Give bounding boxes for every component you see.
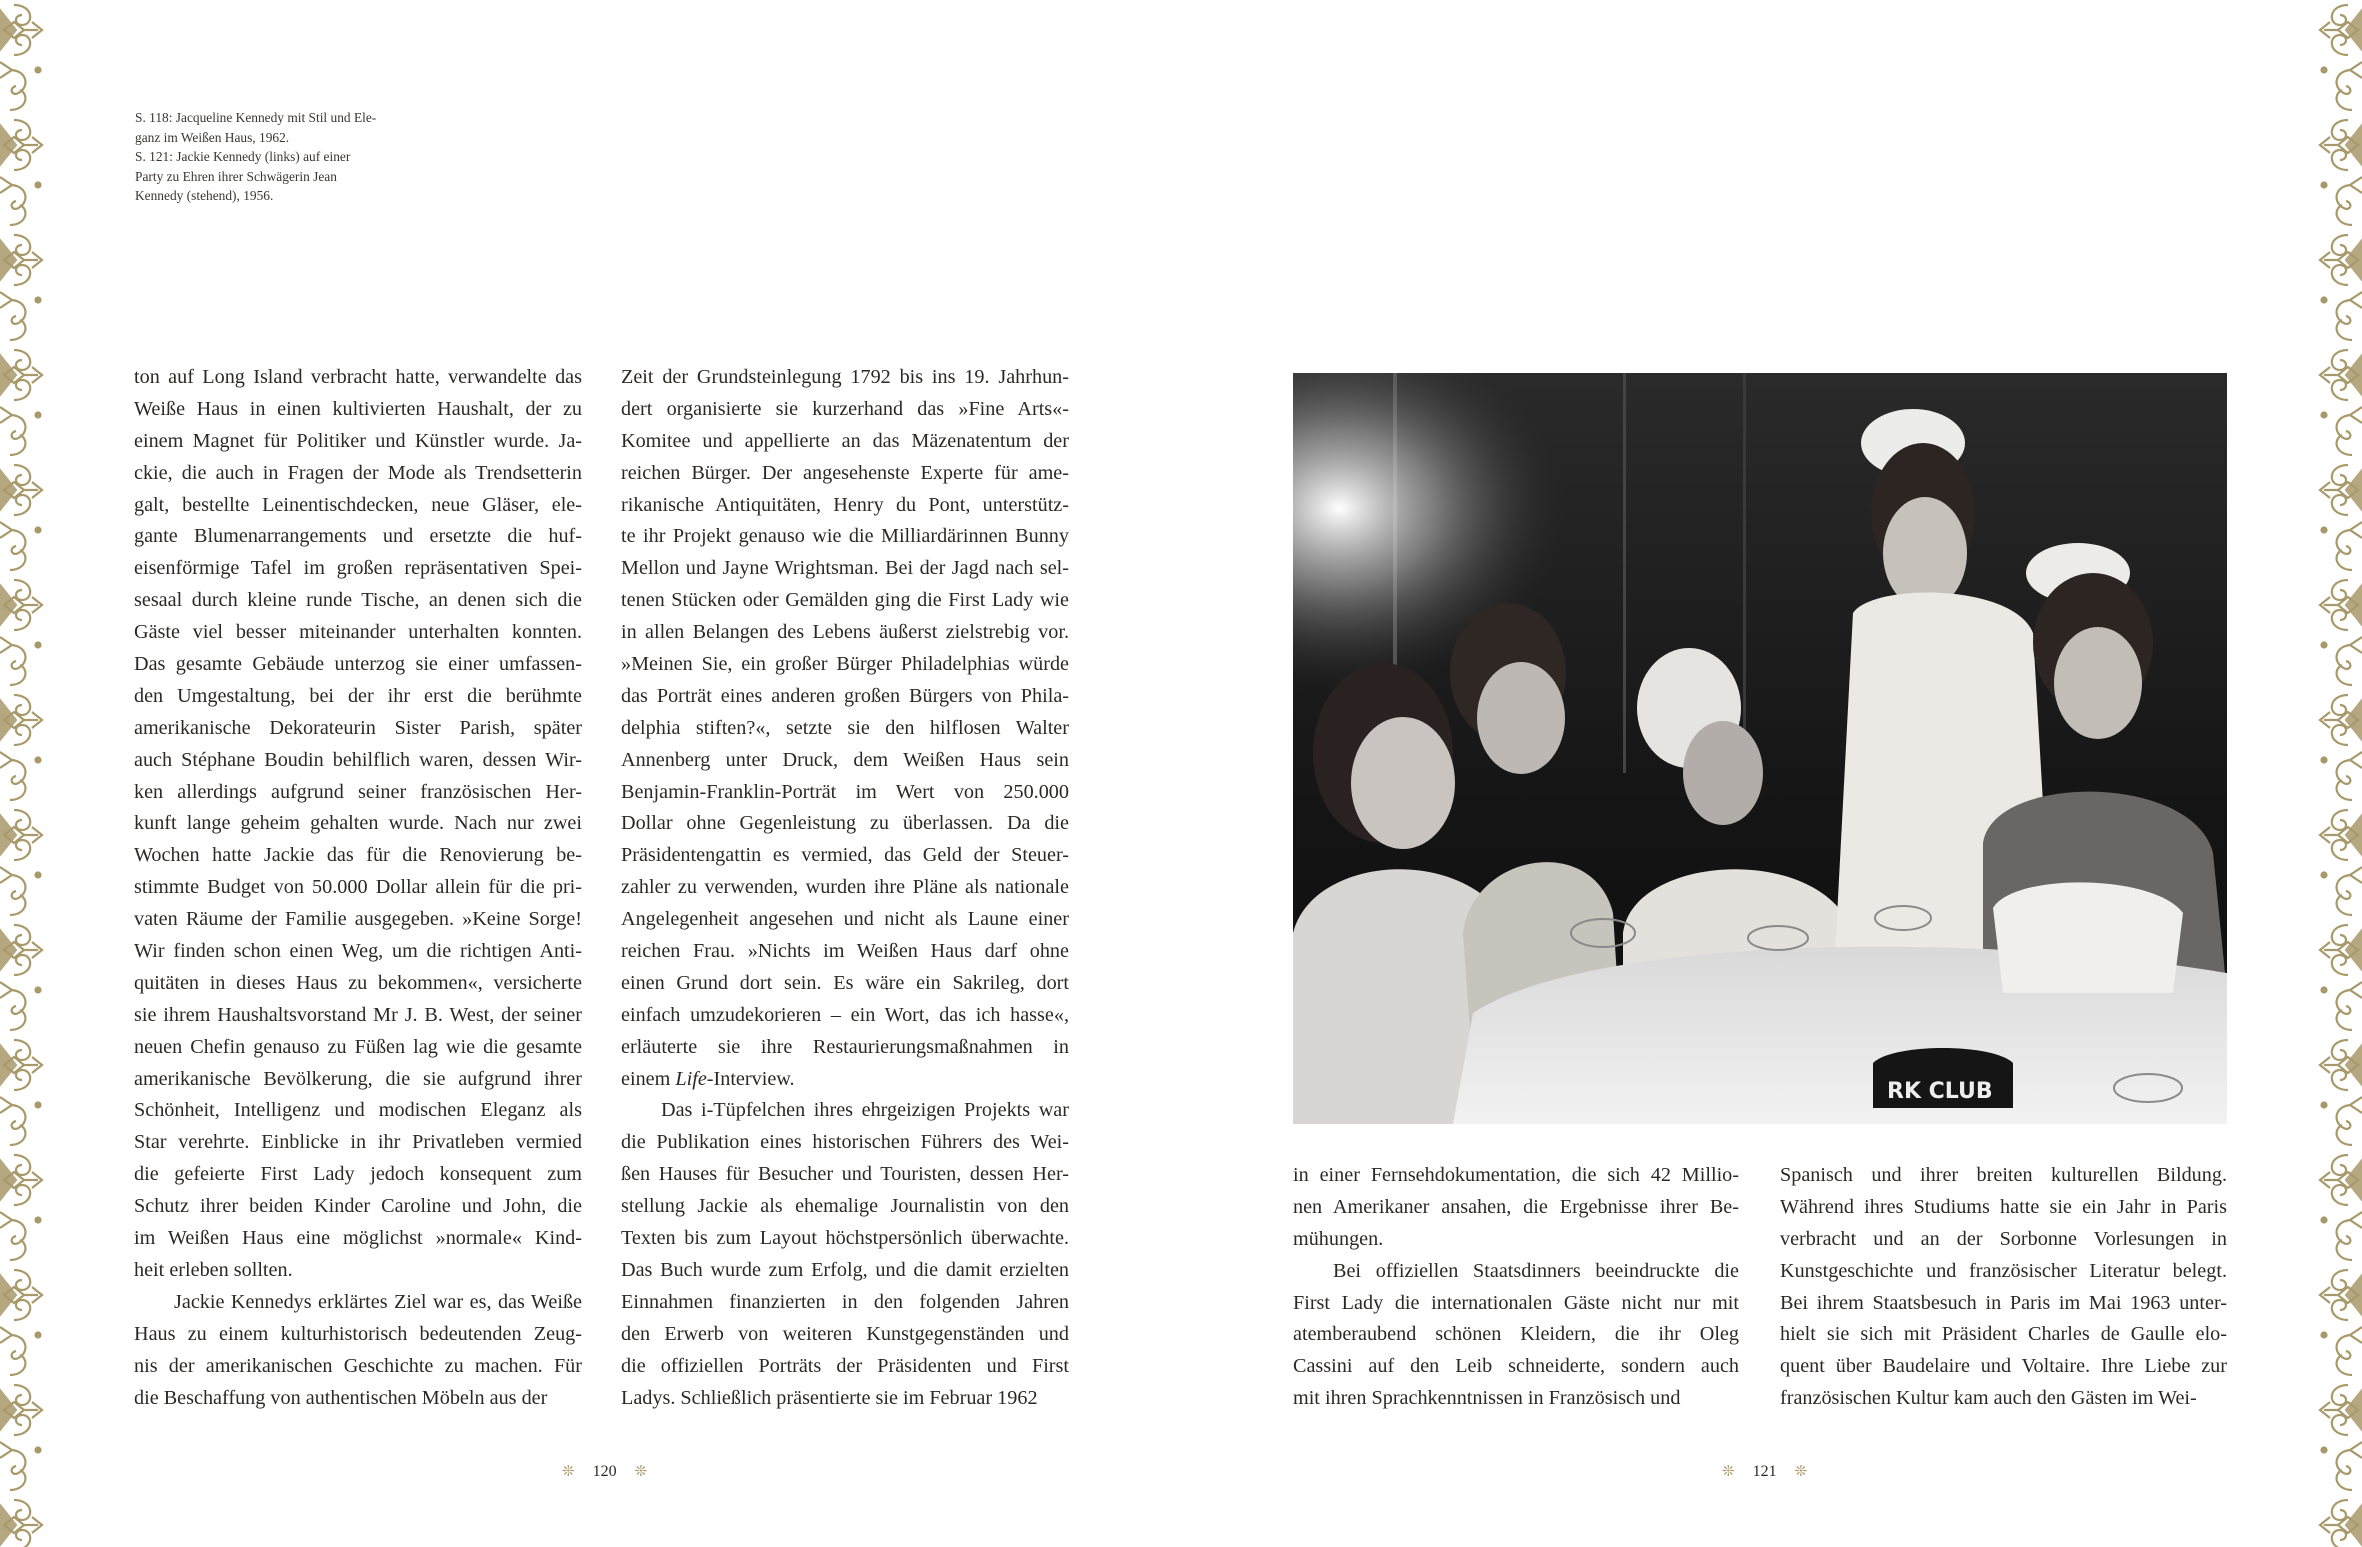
text-line: Schönheit, Intelligenz und modischen Eleganz als [134,1099,582,1122]
text-fragment: -Interview. [706,1067,795,1090]
page-number: 121 [1752,1462,1777,1480]
text-line: Zeit der Grundsteinlegung 1792 bis ins 19. Jahrhun- [621,366,1069,388]
text-line: ckie, die auch in Fragen der Mode als Trendsetterin [134,461,582,484]
text-line: delphia stiften?«, setzte sie den hilflosen Walter [621,716,1069,739]
text-line: quent über Baudelaire und Voltaire. Ihre Liebe zur [1780,1355,2227,1378]
text-line: Spanisch und ihrer breiten kulturellen Bildung. [1780,1164,2227,1186]
text-line: Während ihres Studiums hatte sie ein Jahr in Paris [1780,1195,2227,1218]
text-line: einfach umzudekorieren – ein Wort, das ich hasse«, [621,1003,1069,1026]
text-line: quitäten in dieses Haus zu bekommen«, versicherte [134,971,582,994]
text-line: französischen Kultur kam auch den Gästen im Wei- [1780,1387,2197,1410]
text-line: Benjamin-Franklin-Porträt im Wert von 250.000 [621,780,1069,803]
page-number: 120 [592,1462,617,1480]
caption-line: Kennedy (stehend), 1956. [135,188,274,204]
text-line: mühungen. [1293,1227,1384,1250]
text-line: Das i-Tüpfelchen ihres ehrgeizigen Projekts war [661,1099,1069,1122]
text-line: Komitee und appellierte an das Mäzenatentum der [621,429,1069,452]
text-line: amerikanische Bevölkerung, die sie aufgrund ihrer [134,1067,582,1090]
text-line: dert organisierte sie kurzerhand das »Fine Arts«- [621,397,1069,420]
caption-line: Party zu Ehren ihrer Schwägerin Jean [135,168,337,184]
ornamental-border-left [0,0,50,1547]
page-number-right [1722,1462,1807,1481]
text-line: in einer Fernsehdokumentation, die sich 42 Millio- [1293,1164,1739,1186]
text-line: Haus zu einem kulturhistorisch bedeutenden Zeug- [134,1322,582,1345]
text-line: neuen Chefin genauso zu Füßen lag wie die gesamte [134,1035,582,1058]
right-page-column-1 [1293,1160,1739,1415]
photo-caption [135,108,435,206]
text-line: gante Blumenarrangements und ersetzte die huf- [134,525,582,548]
text-line: ßen Hauses für Besucher und Touristen, dessen Her- [621,1163,1069,1186]
text-line: das Porträt eines anderen großen Bürgers von Phila- [621,684,1069,707]
ornamental-border-right [2312,0,2362,1547]
folio-ornament-icon: ❊ [1794,1464,1808,1480]
text-line: nen Amerikaner ansahen, die Ergebnisse ihrer Be- [1293,1195,1739,1218]
text-line: Annenberg unter Druck, dem Weißen Haus sein [621,748,1069,771]
text-line: Jackie Kennedys erklärtes Ziel war es, das Weiße [174,1290,582,1313]
magazine-title: Life [675,1067,707,1090]
text-line: die Beschaffung von authentischen Möbeln aus der [134,1386,548,1409]
photo-sign-text: RK CLUB [1887,1079,1993,1104]
text-line: vaten Räume der Familie ausgegeben. »Keine Sorge! [134,908,582,931]
text-line: auch Stéphane Boudin behilflich waren, dessen Wir- [134,748,582,771]
text-line: zahler zu verwenden, wurden ihre Pläne als nationale [621,876,1069,899]
text-line: reichen Bürger. Der angesehenste Experte für ame- [621,461,1069,484]
text-line: stimmte Budget von 50.000 Dollar allein für die pri- [134,876,582,899]
text-line: die offiziellen Porträts der Präsidenten und First [621,1354,1069,1377]
text-line: atemberaubend schönen Kleidern, die ihr Oleg [1293,1323,1739,1346]
text-line: Mellon und Jayne Wrightsman. Bei der Jagd nach sel- [621,557,1069,580]
folio-ornament-icon: ❊ [634,1464,648,1480]
text-line: Das Buch wurde zum Erfolg, und die damit erzielten [621,1258,1069,1281]
text-line: galt, bestellte Leinentischdecken, neue Gläser, ele- [134,493,582,516]
text-line: Präsidentengattin es vermied, das Geld der Steuer- [621,844,1069,867]
text-line: te ihr Projekt genauso wie die Milliardärinnen Bunny [621,525,1069,548]
text-line: Weiße Haus in einen kultivierten Haushalt, der zu [134,397,582,420]
text-line: sesaal durch kleine runde Tische, an denen sich die [134,589,582,612]
right-page-column-2 [1780,1160,2227,1415]
text-line: die Publikation eines historischen Führers des Wei- [621,1131,1069,1154]
left-page-column-2 [621,362,1069,1414]
caption-line: S. 121: Jackie Kennedy (links) auf einer [135,149,351,165]
text-line: Bei offiziellen Staatsdinners beeindruckte die [1333,1259,1739,1282]
text-line: reichen Frau. »Nichts im Weißen Haus darf ohne [621,940,1069,963]
text-line: ken allerdings aufgrund seiner französischen Her- [134,780,582,803]
text-line: Schutz ihrer beiden Kinder Caroline und John, die [134,1195,582,1218]
text-line: Wochen hatte Jackie das für die Renovierung be- [134,844,582,867]
text-line: nis der amerikanischen Geschichte zu machen. Für [134,1354,582,1377]
folio-ornament-icon: ❊ [562,1464,575,1480]
text-line: hielt sie sich mit Präsident Charles de Gaulle elo- [1780,1323,2227,1346]
text-line: Kunstgeschichte und französischer Literatur belegt. [1780,1259,2227,1282]
text-line: ton auf Long Island verbracht hatte, verwandelte das [134,366,582,388]
caption-line: ganz im Weißen Haus, 1962. [135,129,290,145]
text-line: Bei ihrem Staatsbesuch in Paris im Mai 1963 unter- [1780,1291,2227,1314]
text-line: tenen Stücken oder Gemälden ging die First Lady wie [621,589,1069,612]
page-number-left [562,1462,647,1481]
text-line: Ladys. Schließlich präsentierte sie im Februar 1962 [621,1386,1038,1409]
text-line: einen Grund dort sein. Es wäre ein Sakrileg, dort [621,971,1069,994]
text-line: in allen Belangen des Lebens äußerst zielstrebig vor. [621,621,1069,644]
text-line: mit ihren Sprachkenntnissen in Französisch und [1293,1387,1681,1410]
text-line: kunft lange geheim gehalten wurde. Nach nur zwei [134,812,582,835]
text-line: heit erleben sollten. [134,1258,293,1281]
text-line: eisenförmige Tafel im großen repräsentativen Spei- [134,557,582,580]
text-line: verbracht und an der Sorbonne Vorlesungen in [1780,1227,2227,1250]
text-line: den Umgestaltung, bei der ihr erst die berühmte [134,684,582,707]
text-line: Das gesamte Gebäude unterzog sie einer umfassen- [134,653,582,676]
text-line: stellung Jackie als ehemalige Journalistin von den [621,1195,1069,1218]
text-line: Gäste viel besser miteinander unterhalten konnten. [134,621,582,644]
caption-line: S. 118: Jacqueline Kennedy mit Stil und Ele- [135,110,377,125]
text-line: Cassini auf den Leib schneiderte, sondern auch [1293,1355,1739,1378]
photograph-party-scene [1293,373,2227,1124]
left-page-column-1 [134,362,582,1414]
text-line: Einnahmen finanzierten in den folgenden Jahren [621,1290,1069,1313]
text-line: den Erwerb von weiteren Kunstgegenständen und [621,1322,1069,1345]
text-line: Angelegenheit angesehen und nicht als Laune einer [621,908,1069,931]
text-line [621,1064,1069,1096]
text-fragment: einem [621,1067,676,1090]
folio-ornament-icon: ❊ [1722,1464,1735,1480]
text-line: Dollar ohne Gegenleistung zu überlassen. Da die [621,812,1069,835]
text-line: sie ihrem Haushaltsvorstand Mr J. B. West, der seiner [134,1003,582,1026]
text-line: Star verehrte. Einblicke in ihr Privatleben vermied [134,1131,582,1154]
text-line: Texten bis zum Layout höchstpersönlich überwachte. [621,1227,1069,1250]
text-line: Wir finden schon einen Weg, um die richtigen Anti- [134,940,582,963]
text-line: amerikanische Dekorateurin Sister Parish, später [134,716,582,739]
text-line: einem Magnet für Politiker und Künstler wurde. Ja- [134,429,582,452]
text-line: erläuterte sie ihre Restaurierungsmaßnahmen in [621,1035,1069,1058]
text-line: »Meinen Sie, ein großer Bürger Philadelphias würde [621,653,1069,676]
text-line: rikanische Antiquitäten, Henry du Pont, unterstütz- [621,493,1069,516]
text-line: die gefeierte First Lady jedoch konsequent zum [134,1163,582,1186]
text-line: First Lady die internationalen Gäste nicht nur mit [1293,1291,1739,1314]
text-line: im Weißen Haus eine möglichst »normale« Kind- [134,1227,582,1250]
